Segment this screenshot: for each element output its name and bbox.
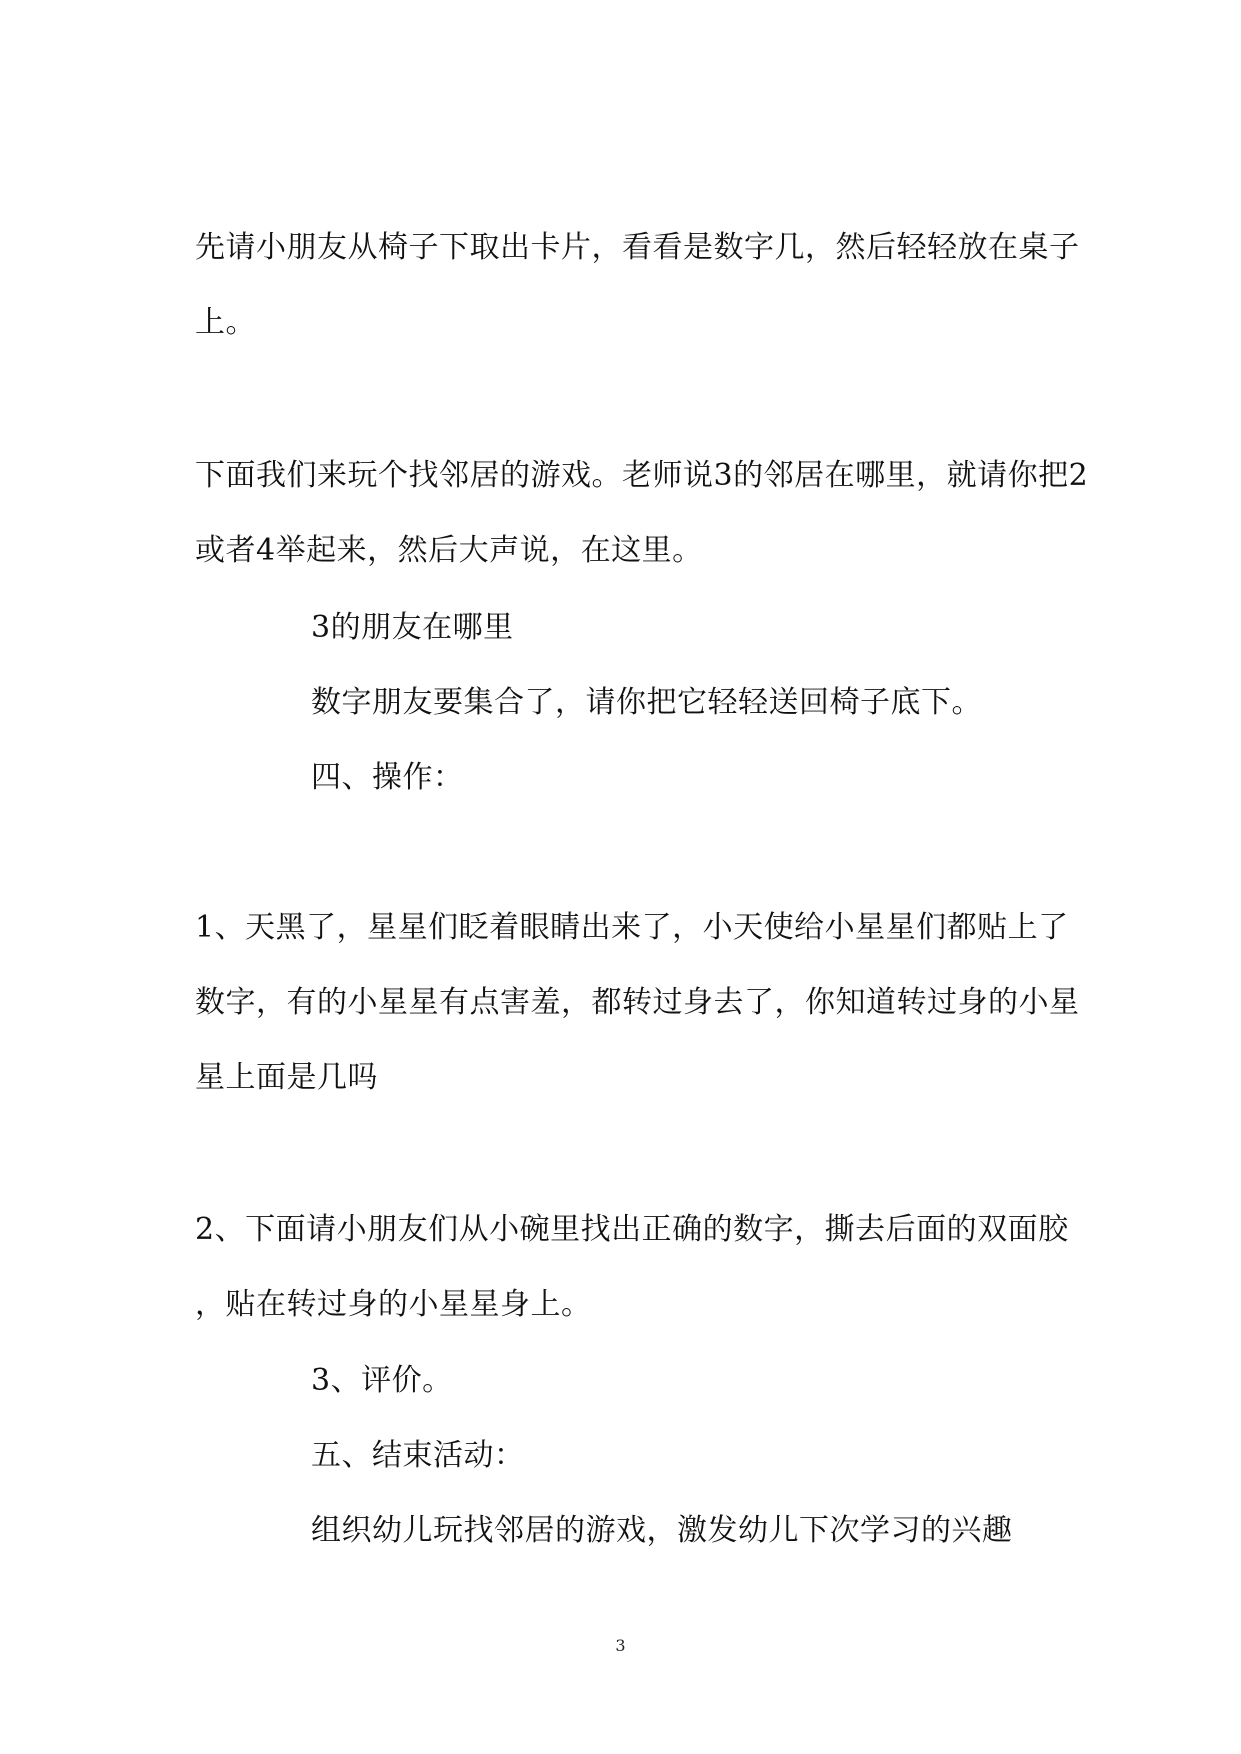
paragraph-line: 下面我们来玩个找邻居的游戏。老师说3的邻居在哪里，就请你把2: [195, 458, 1089, 493]
paragraph-line: 星上面是几吗: [195, 1060, 378, 1095]
paragraph-line: 数字，有的小星星有点害羞，都转过身去了，你知道转过身的小星: [195, 985, 1080, 1020]
paragraph-line: 3、评价。: [311, 1363, 453, 1398]
page-number: 3: [615, 1636, 626, 1655]
paragraph-line: ，贴在转过身的小星星身上。: [195, 1287, 592, 1322]
paragraph-line: 2、下面请小朋友们从小碗里找出正确的数字，撕去后面的双面胶: [195, 1212, 1069, 1247]
paragraph-line: 先请小朋友从椅子下取出卡片，看看是数字几，然后轻轻放在桌子: [195, 230, 1080, 265]
paragraph-line: 组织幼儿玩找邻居的游戏，激发幼儿下次学习的兴趣: [311, 1513, 1013, 1548]
section-heading: 五、结束活动：: [311, 1438, 525, 1473]
paragraph-line: 或者4举起来，然后大声说，在这里。: [195, 533, 703, 568]
paragraph-line: 1、天黑了，星星们眨着眼睛出来了，小天使给小星星们都贴上了: [195, 910, 1069, 945]
section-heading: 四、操作：: [311, 760, 464, 795]
paragraph-line: 3的朋友在哪里: [311, 610, 514, 645]
paragraph-line: 数字朋友要集合了，请你把它轻轻送回椅子底下。: [311, 685, 982, 720]
paragraph-line: 上。: [195, 305, 256, 340]
